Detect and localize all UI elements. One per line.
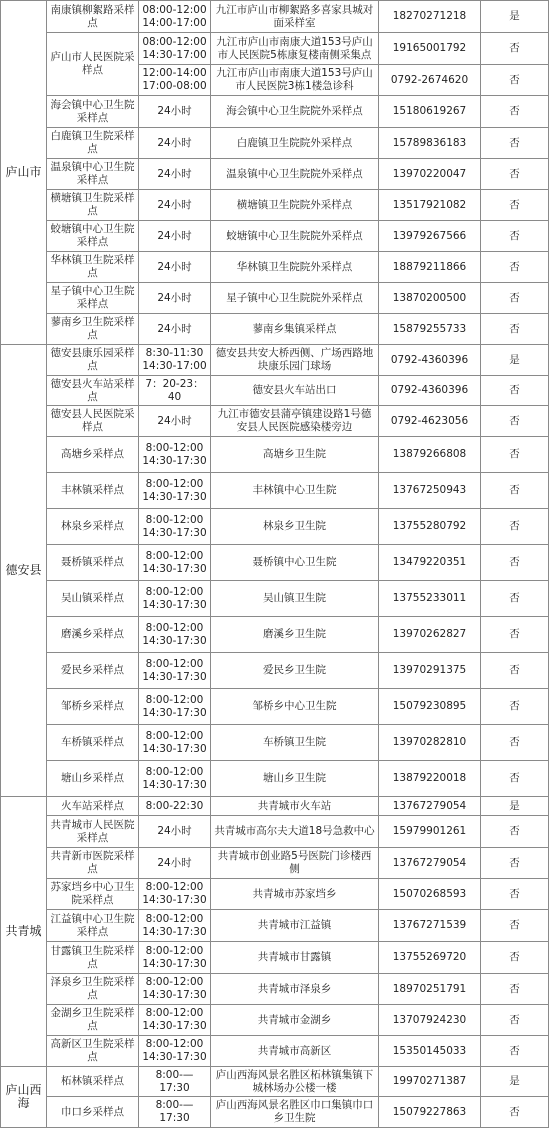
table-row bbox=[1, 190, 549, 221]
address-cell: 海会镇中心卫生院院外采样点 bbox=[211, 96, 379, 128]
table-row bbox=[1, 689, 549, 725]
address-cell: 高塘乡卫生院 bbox=[211, 437, 379, 473]
table-row bbox=[1, 1005, 549, 1036]
table-row bbox=[1, 761, 549, 797]
hours-cell: 8:00-12:00 14:30-17:30 bbox=[139, 473, 211, 509]
address-cell: 九江市庐山市柳絮路多喜家具城对面采样室 bbox=[211, 1, 379, 33]
flag-cell: 是 bbox=[481, 1, 549, 33]
table-row bbox=[1, 725, 549, 761]
address-cell: 横塘镇卫生院院外采样点 bbox=[211, 190, 379, 221]
phone-cell: 13755233011 bbox=[379, 581, 481, 617]
phone-cell: 13879220018 bbox=[379, 761, 481, 797]
site-cell: 邹桥乡采样点 bbox=[47, 689, 139, 725]
phone-cell: 18270271218 bbox=[379, 1, 481, 33]
phone-cell: 15789836183 bbox=[379, 128, 481, 159]
flag-cell: 否 bbox=[481, 942, 549, 974]
flag-cell: 否 bbox=[481, 437, 549, 473]
region-cell: 庐山西海 bbox=[1, 1067, 47, 1128]
hours-cell: 24小时 bbox=[139, 816, 211, 848]
flag-cell: 否 bbox=[481, 406, 549, 437]
flag-cell: 否 bbox=[481, 653, 549, 689]
site-cell: 车桥镇采样点 bbox=[47, 725, 139, 761]
region-cell: 庐山市 bbox=[1, 1, 47, 345]
site-cell: 塘山乡采样点 bbox=[47, 761, 139, 797]
address-cell: 华林镇卫生院院外采样点 bbox=[211, 252, 379, 283]
flag-cell: 否 bbox=[481, 879, 549, 910]
hours-cell: 8:00-12:00 14:30-17:30 bbox=[139, 545, 211, 581]
address-cell: 庐山西海风景名胜区柘林镇集镇下城林场办公楼一楼 bbox=[211, 1067, 379, 1097]
hours-cell: 24小时 bbox=[139, 406, 211, 437]
hours-cell: 8:30-11:30 14:30-17:00 bbox=[139, 345, 211, 376]
flag-cell: 否 bbox=[481, 96, 549, 128]
site-cell: 泽泉乡卫生院采样点 bbox=[47, 974, 139, 1005]
table-row bbox=[1, 848, 549, 879]
hours-cell: 8:00-—17:30 bbox=[139, 1097, 211, 1128]
phone-cell: 13767279054 bbox=[379, 848, 481, 879]
hours-cell: 24小时 bbox=[139, 252, 211, 283]
table-row bbox=[1, 879, 549, 910]
address-cell: 蓼南乡集镇采样点 bbox=[211, 314, 379, 345]
hours-cell: 8:00-12:00 14:30-17:30 bbox=[139, 1005, 211, 1036]
site-cell: 德安县火车站采样点 bbox=[47, 376, 139, 406]
table-row bbox=[1, 128, 549, 159]
table-row bbox=[1, 437, 549, 473]
table-row bbox=[1, 942, 549, 974]
address-cell: 聂桥镇中心卫生院 bbox=[211, 545, 379, 581]
phone-cell: 13879266808 bbox=[379, 437, 481, 473]
phone-cell: 13767279054 bbox=[379, 797, 481, 816]
phone-cell: 13970291375 bbox=[379, 653, 481, 689]
hours-cell: 8:00-12:00 14:30-17:30 bbox=[139, 910, 211, 942]
address-cell: 庐山西海风景名胜区巾口集镇巾口乡卫生院 bbox=[211, 1097, 379, 1128]
phone-cell: 15079227863 bbox=[379, 1097, 481, 1128]
hours-cell: 8:00-12:00 14:30-17:30 bbox=[139, 725, 211, 761]
hours-cell: 08:00-12:00 14:30-17:00 bbox=[139, 33, 211, 65]
table-row bbox=[1, 1036, 549, 1067]
hours-cell: 24小时 bbox=[139, 190, 211, 221]
flag-cell: 是 bbox=[481, 1067, 549, 1097]
site-cell: 磨溪乡采样点 bbox=[47, 617, 139, 653]
hours-cell: 24小时 bbox=[139, 314, 211, 345]
phone-cell: 0792-4360396 bbox=[379, 345, 481, 376]
hours-cell: 8:00-12:00 14:30-17:30 bbox=[139, 617, 211, 653]
region-cell: 德安县 bbox=[1, 345, 47, 797]
table-row bbox=[1, 509, 549, 545]
table-row bbox=[1, 221, 549, 252]
site-cell: 德安县康乐园采样点 bbox=[47, 345, 139, 376]
table-row bbox=[1, 33, 549, 65]
table-row bbox=[1, 974, 549, 1005]
phone-cell: 13979267566 bbox=[379, 221, 481, 252]
site-cell: 蓼南乡卫生院采样点 bbox=[47, 314, 139, 345]
site-cell: 南康镇柳絮路采样点 bbox=[47, 1, 139, 33]
table-row bbox=[1, 816, 549, 848]
table-row bbox=[1, 406, 549, 437]
hours-cell: 8:00-12:00 14:30-17:30 bbox=[139, 689, 211, 725]
flag-cell: 否 bbox=[481, 1036, 549, 1067]
flag-cell: 否 bbox=[481, 816, 549, 848]
table-row bbox=[1, 545, 549, 581]
hours-cell: 8:00-12:00 14:30-17:30 bbox=[139, 653, 211, 689]
flag-cell: 否 bbox=[481, 65, 549, 96]
address-cell: 爱民乡卫生院 bbox=[211, 653, 379, 689]
hours-cell: 24小时 bbox=[139, 96, 211, 128]
phone-cell: 13755269720 bbox=[379, 942, 481, 974]
phone-cell: 15079230895 bbox=[379, 689, 481, 725]
flag-cell: 否 bbox=[481, 252, 549, 283]
address-cell: 共青城市创业路5号医院门诊楼西侧 bbox=[211, 848, 379, 879]
site-cell: 江益镇中心卫生院采样点 bbox=[47, 910, 139, 942]
flag-cell: 否 bbox=[481, 974, 549, 1005]
phone-cell: 13479220351 bbox=[379, 545, 481, 581]
table-row bbox=[1, 581, 549, 617]
flag-cell: 否 bbox=[481, 761, 549, 797]
hours-cell: 8:00-12:00 14:30-17:30 bbox=[139, 509, 211, 545]
hours-cell: 8:00-12:00 14:30-17:30 bbox=[139, 581, 211, 617]
site-cell: 高塘乡采样点 bbox=[47, 437, 139, 473]
site-cell: 共青新市医院采样点 bbox=[47, 848, 139, 879]
phone-cell: 0792-4623056 bbox=[379, 406, 481, 437]
phone-cell: 18879211866 bbox=[379, 252, 481, 283]
flag-cell: 否 bbox=[481, 128, 549, 159]
site-cell: 德安县人民医院采样点 bbox=[47, 406, 139, 437]
site-cell: 聂桥镇采样点 bbox=[47, 545, 139, 581]
phone-cell: 18970251791 bbox=[379, 974, 481, 1005]
flag-cell: 是 bbox=[481, 345, 549, 376]
address-cell: 蛟塘镇中心卫生院院外采样点 bbox=[211, 221, 379, 252]
hours-cell: 24小时 bbox=[139, 848, 211, 879]
phone-cell: 19165001792 bbox=[379, 33, 481, 65]
hours-cell: 7：20-23：40 bbox=[139, 376, 211, 406]
site-cell: 林泉乡采样点 bbox=[47, 509, 139, 545]
site-cell: 横塘镇卫生院采样点 bbox=[47, 190, 139, 221]
phone-cell: 13970220047 bbox=[379, 159, 481, 190]
hours-cell: 24小时 bbox=[139, 283, 211, 314]
address-cell: 磨溪乡卫生院 bbox=[211, 617, 379, 653]
flag-cell: 否 bbox=[481, 376, 549, 406]
phone-cell: 0792-4360396 bbox=[379, 376, 481, 406]
flag-cell: 是 bbox=[481, 797, 549, 816]
table-row bbox=[1, 1, 549, 33]
table-row bbox=[1, 314, 549, 345]
phone-cell: 15879255733 bbox=[379, 314, 481, 345]
phone-cell: 13970262827 bbox=[379, 617, 481, 653]
address-cell: 邹桥乡中心卫生院 bbox=[211, 689, 379, 725]
region-cell: 共青城 bbox=[1, 797, 47, 1067]
hours-cell: 8:00-12:00 14:30-17:30 bbox=[139, 879, 211, 910]
flag-cell: 否 bbox=[481, 725, 549, 761]
phone-cell: 13767250943 bbox=[379, 473, 481, 509]
phone-cell: 0792-2674620 bbox=[379, 65, 481, 96]
phone-cell: 13970282810 bbox=[379, 725, 481, 761]
site-cell: 柘林镇采样点 bbox=[47, 1067, 139, 1097]
table-row bbox=[1, 283, 549, 314]
address-cell: 共青城市高尔夫大道18号急救中心 bbox=[211, 816, 379, 848]
address-cell: 共青城市泽泉乡 bbox=[211, 974, 379, 1005]
site-cell: 金湖乡卫生院采样点 bbox=[47, 1005, 139, 1036]
address-cell: 白鹿镇卫生院院外采样点 bbox=[211, 128, 379, 159]
address-cell: 共青城市高新区 bbox=[211, 1036, 379, 1067]
address-cell: 九江市庐山市南康大道153号庐山市人民医院3栋1楼急诊科 bbox=[211, 65, 379, 96]
hours-cell: 8:00-12:00 14:30-17:30 bbox=[139, 942, 211, 974]
site-cell: 爱民乡采样点 bbox=[47, 653, 139, 689]
flag-cell: 否 bbox=[481, 33, 549, 65]
table-row bbox=[1, 797, 549, 816]
address-cell: 共青城市火车站 bbox=[211, 797, 379, 816]
table-row bbox=[1, 1097, 549, 1128]
site-cell: 苏家垱乡中心卫生院采样点 bbox=[47, 879, 139, 910]
table-row bbox=[1, 345, 549, 376]
hours-cell: 08:00-12:00 14:00-17:00 bbox=[139, 1, 211, 33]
phone-cell: 15180619267 bbox=[379, 96, 481, 128]
table-row bbox=[1, 96, 549, 128]
phone-cell: 13707924230 bbox=[379, 1005, 481, 1036]
flag-cell: 否 bbox=[481, 1005, 549, 1036]
site-cell: 共青城市人民医院采样点 bbox=[47, 816, 139, 848]
flag-cell: 否 bbox=[481, 689, 549, 725]
flag-cell: 否 bbox=[481, 848, 549, 879]
flag-cell: 否 bbox=[481, 509, 549, 545]
phone-cell: 13870200500 bbox=[379, 283, 481, 314]
site-cell: 华林镇卫生院采样点 bbox=[47, 252, 139, 283]
address-cell: 共青城市苏家垱乡 bbox=[211, 879, 379, 910]
address-cell: 九江市德安县蒲亭镇建设路1号德安县人民医院感染楼旁边 bbox=[211, 406, 379, 437]
hours-cell: 8:00-—17:30 bbox=[139, 1067, 211, 1097]
table-row bbox=[1, 252, 549, 283]
hours-cell: 8:00-12:00 14:30-17:30 bbox=[139, 1036, 211, 1067]
hours-cell: 8:00-22:30 bbox=[139, 797, 211, 816]
table-row bbox=[1, 1067, 549, 1097]
flag-cell: 否 bbox=[481, 545, 549, 581]
address-cell: 塘山乡卫生院 bbox=[211, 761, 379, 797]
table-row bbox=[1, 910, 549, 942]
flag-cell: 否 bbox=[481, 1097, 549, 1128]
hours-cell: 8:00-12:00 14:30-17:30 bbox=[139, 974, 211, 1005]
table-row bbox=[1, 617, 549, 653]
site-cell: 巾口乡采样点 bbox=[47, 1097, 139, 1128]
flag-cell: 否 bbox=[481, 159, 549, 190]
site-cell: 星子镇中心卫生院采样点 bbox=[47, 283, 139, 314]
table-row bbox=[1, 473, 549, 509]
site-cell: 温泉镇中心卫生院采样点 bbox=[47, 159, 139, 190]
flag-cell: 否 bbox=[481, 581, 549, 617]
site-cell: 丰林镇采样点 bbox=[47, 473, 139, 509]
hours-cell: 12:00-14:00 17:00-08:00 bbox=[139, 65, 211, 96]
site-cell: 海会镇中心卫生院采样点 bbox=[47, 96, 139, 128]
table-body bbox=[1, 1, 549, 1128]
address-cell: 林泉乡卫生院 bbox=[211, 509, 379, 545]
hours-cell: 8:00-12:00 14:30-17:30 bbox=[139, 437, 211, 473]
table-row bbox=[1, 653, 549, 689]
flag-cell: 否 bbox=[481, 910, 549, 942]
address-cell: 吴山镇卫生院 bbox=[211, 581, 379, 617]
site-cell: 火车站采样点 bbox=[47, 797, 139, 816]
site-cell: 庐山市人民医院采样点 bbox=[47, 33, 139, 96]
table-row bbox=[1, 376, 549, 406]
flag-cell: 否 bbox=[481, 314, 549, 345]
phone-cell: 13755280792 bbox=[379, 509, 481, 545]
phone-cell: 15979901261 bbox=[379, 816, 481, 848]
address-cell: 温泉镇中心卫生院院外采样点 bbox=[211, 159, 379, 190]
address-cell: 车桥镇卫生院 bbox=[211, 725, 379, 761]
phone-cell: 13767271539 bbox=[379, 910, 481, 942]
phone-cell: 15070268593 bbox=[379, 879, 481, 910]
address-cell: 丰林镇中心卫生院 bbox=[211, 473, 379, 509]
hours-cell: 24小时 bbox=[139, 159, 211, 190]
phone-cell: 13517921082 bbox=[379, 190, 481, 221]
phone-cell: 19970271387 bbox=[379, 1067, 481, 1097]
flag-cell: 否 bbox=[481, 473, 549, 509]
site-cell: 甘露镇卫生院采样点 bbox=[47, 942, 139, 974]
hours-cell: 24小时 bbox=[139, 128, 211, 159]
hours-cell: 8:00-12:00 14:30-17:30 bbox=[139, 761, 211, 797]
flag-cell: 否 bbox=[481, 283, 549, 314]
address-cell: 共青城市甘露镇 bbox=[211, 942, 379, 974]
address-cell: 九江市庐山市南康大道153号庐山市人民医院5栋康复楼南侧采集点 bbox=[211, 33, 379, 65]
flag-cell: 否 bbox=[481, 221, 549, 252]
address-cell: 德安县共安大桥西侧、广场西路地块康乐园门球场 bbox=[211, 345, 379, 376]
flag-cell: 否 bbox=[481, 190, 549, 221]
address-cell: 德安县火车站出口 bbox=[211, 376, 379, 406]
site-cell: 蛟塘镇中心卫生院采样点 bbox=[47, 221, 139, 252]
phone-cell: 15350145033 bbox=[379, 1036, 481, 1067]
site-cell: 白鹿镇卫生院采样点 bbox=[47, 128, 139, 159]
address-cell: 星子镇中心卫生院院外采样点 bbox=[211, 283, 379, 314]
site-cell: 高新区卫生院采样点 bbox=[47, 1036, 139, 1067]
hours-cell: 24小时 bbox=[139, 221, 211, 252]
address-cell: 共青城市金湖乡 bbox=[211, 1005, 379, 1036]
flag-cell: 否 bbox=[481, 617, 549, 653]
table-row bbox=[1, 159, 549, 190]
address-cell: 共青城市江益镇 bbox=[211, 910, 379, 942]
site-cell: 吴山镇采样点 bbox=[47, 581, 139, 617]
